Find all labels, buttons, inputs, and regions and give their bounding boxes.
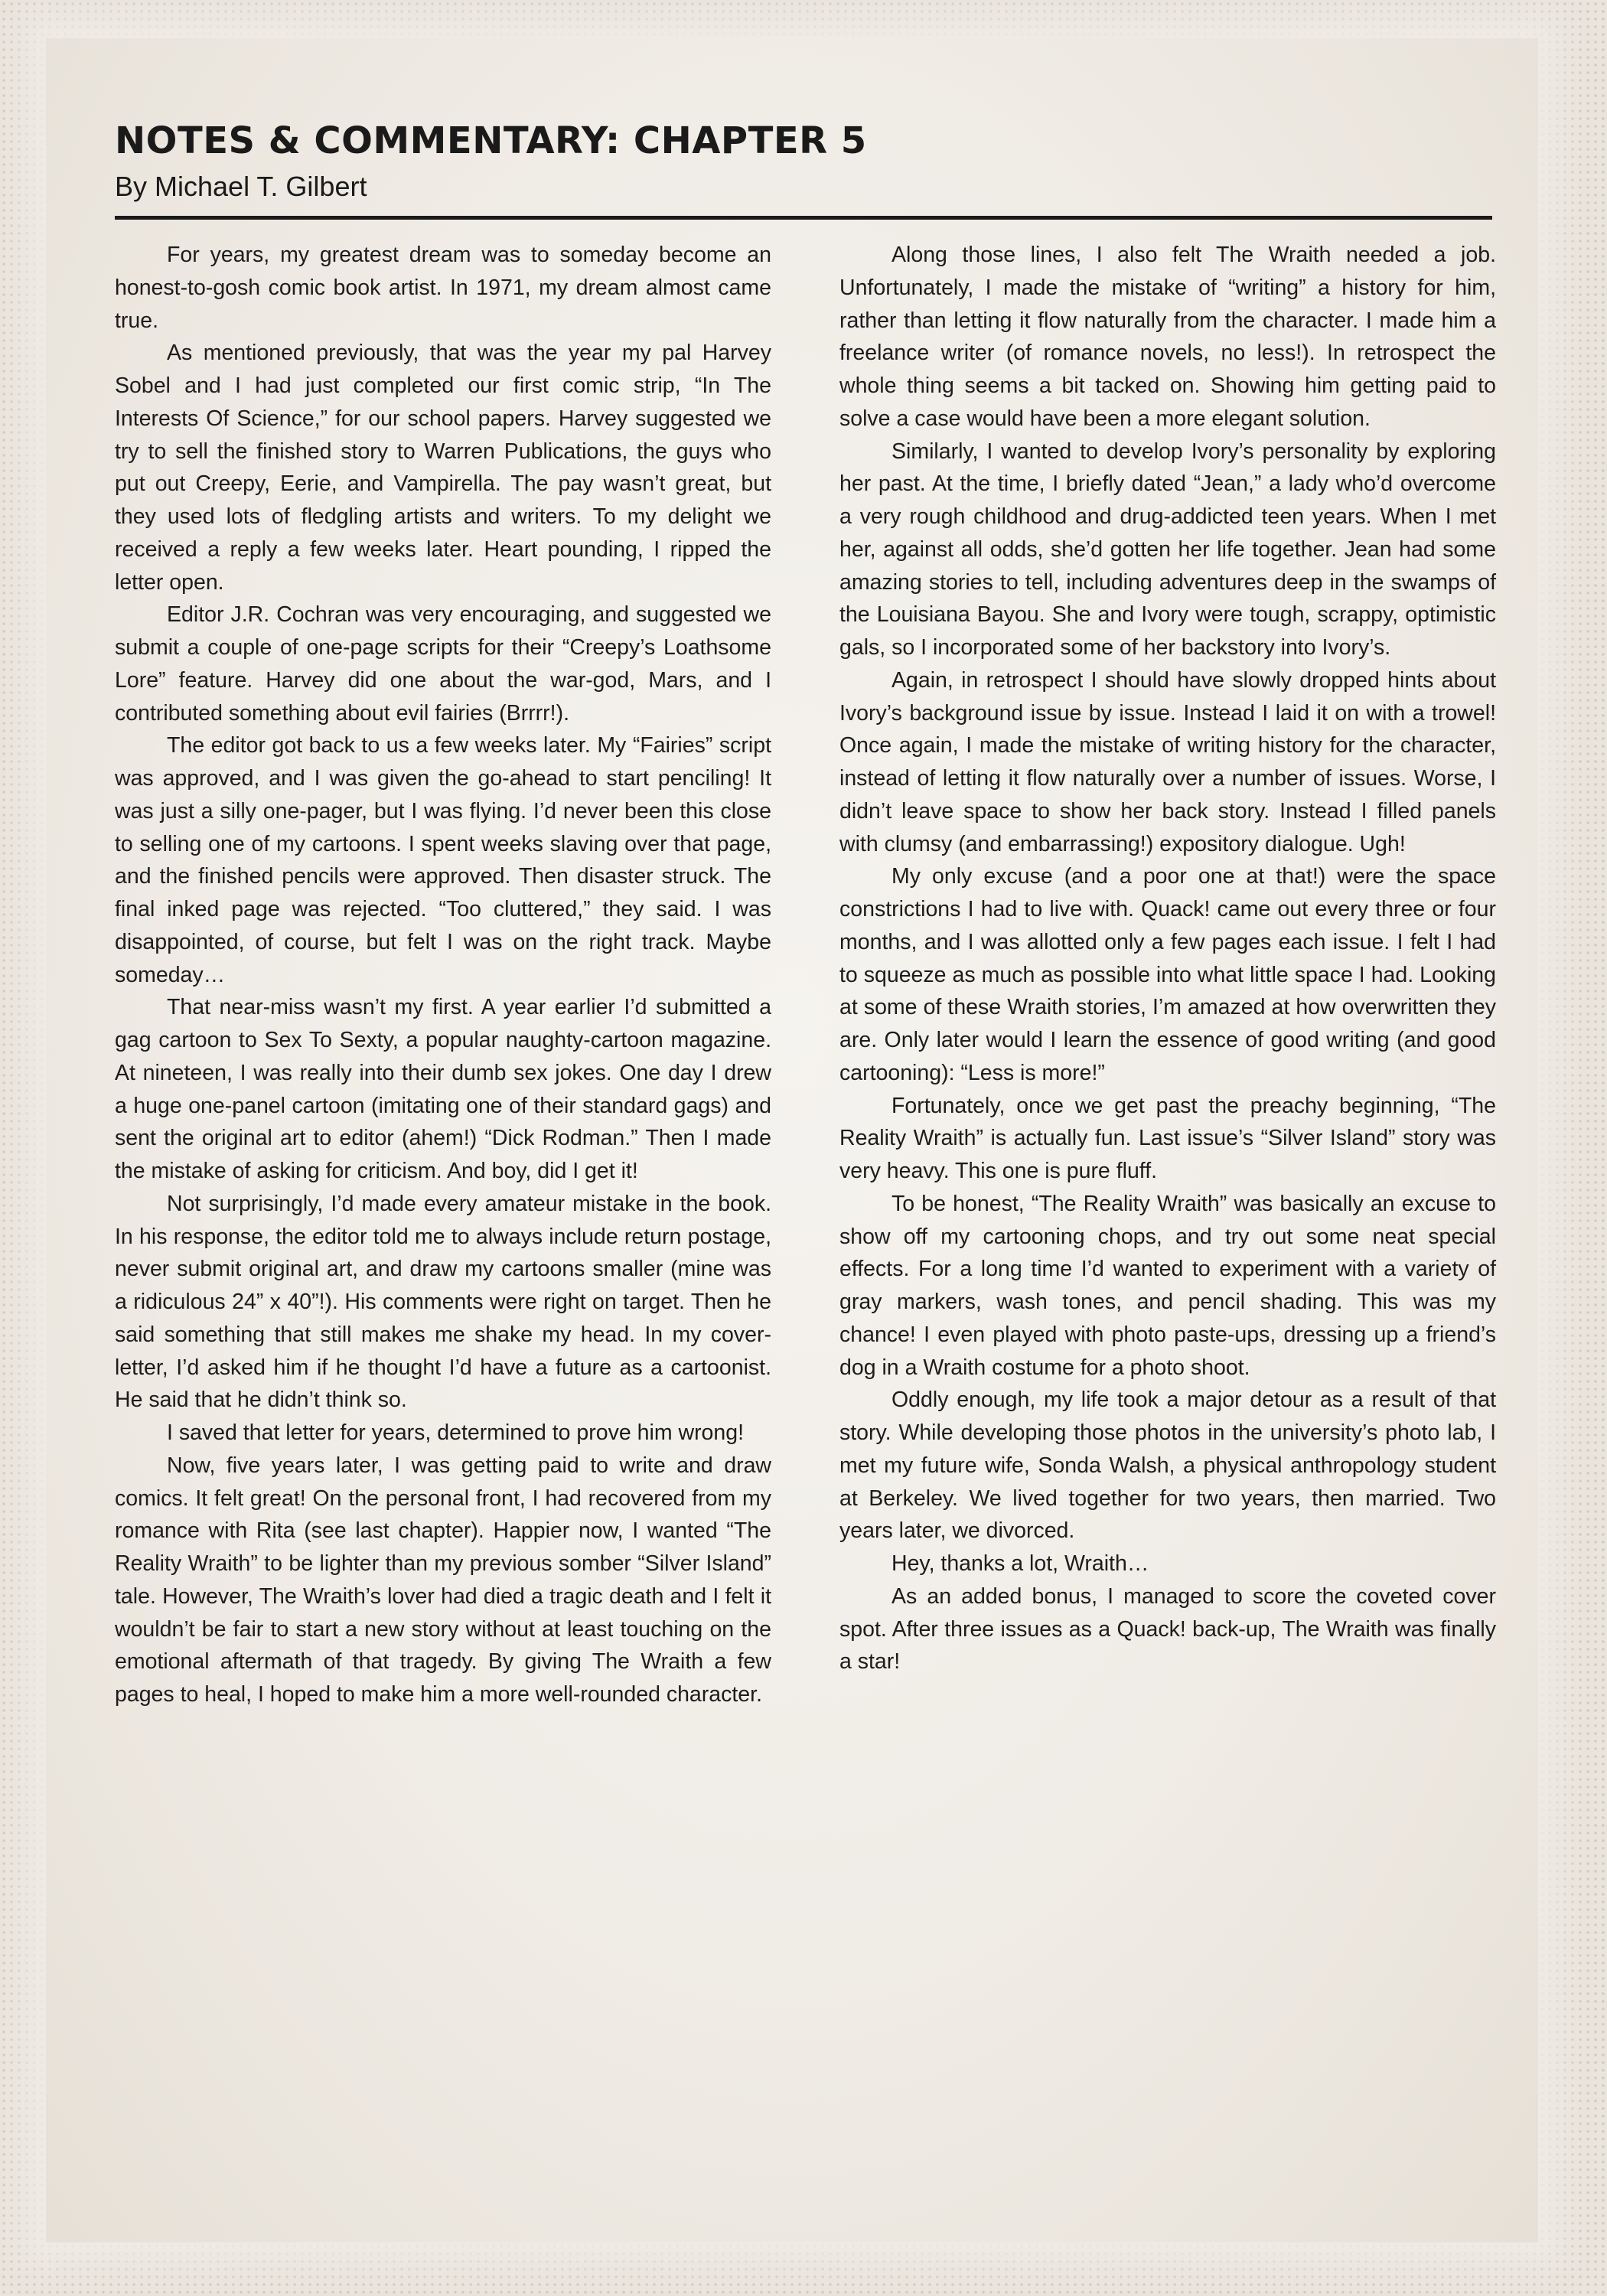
byline: By Michael T. Gilbert xyxy=(115,170,367,202)
paragraph: The editor got back to us a few weeks later. My “Fairies” script was approved, and I was given the go-ahead to start penciling! It was just a silly one-pager, but I was flying. I’d never been this close to selling one of my cartoons. I spent weeks slaving over that page, and the finished pencils were approved. Then disaster struck. The final inked page was rejected. “Too cluttered,” they said. I was disappointed, of course, but felt I was on the right track. Maybe someday… xyxy=(115,733,771,987)
header-divider xyxy=(115,216,1492,220)
right-column xyxy=(839,239,1496,1678)
paragraph: That near-miss wasn’t my first. A year earlier I’d submitted a gag cartoon to Sex To Sexty, a popular naughty-cartoon magazine. At nineteen, I was really into their dumb sex jokes. One day I drew a huge one-panel cartoon (imitating one of their standard gags) and sent the original art to editor (ahem!) “Dick Rodman.” Then I made the mistake of asking for criticism. And boy, did I get it! xyxy=(115,995,771,1183)
paragraph: Again, in retrospect I should have slowly dropped hints about Ivory’s background issue by issue. Instead I laid it on with a trowel! Once again, I made the mistake of writing history for the character, instead of letting it flow naturally over a number of issues. Worse, I didn’t leave space to show her back story. Instead I filled panels with clumsy (and embarrassing!) expository dialogue. Ugh! xyxy=(839,667,1496,856)
page-title: NOTES & COMMENTARY: CHAPTER 5 xyxy=(115,119,867,162)
paragraph: As mentioned previously, that was the year my pal Harvey Sobel and I had just completed our first comic strip, “In The Interests Of Science,” for our school papers. Harvey suggested we try to sell the finished story to Warren Publications, the guys who put out Creepy, Eerie, and Vampirella. The pay wasn’t great, but they used lots of fledgling artists and writers. To my delight we received a reply a few weeks later. Heart pounding, I ripped the letter open. xyxy=(115,341,771,595)
paragraph: Now, five years later, I was getting paid to write and draw comics. It felt great! On the personal front, I had recovered from my romance with Rita (see last chapter). Happier now, I wanted “The Reality Wraith” to be lighter than my previous somber “Silver Island” tale. However, The Wraith’s lover had died a tragic death and I felt it wouldn’t be fair to start a new story without at least touching on the emotional aftermath of that tragedy. By giving The Wraith a few pages to heal, I hoped to make him a more well-rounded character. xyxy=(115,1453,771,1707)
paragraph: My only excuse (and a poor one at that!) were the space constrictions I had to live with. Quack! came out every three or four months, and I was allotted only a few pages each issue. I felt I had to squeeze as much as possible into what little space I had. Looking at some of these Wraith stories, I’m amazed at how overwritten they are. Only later would I learn the essence of good writing (and good cartooning): “Less is more!” xyxy=(839,864,1496,1085)
left-column xyxy=(115,239,771,1711)
paragraph: I saved that letter for years, determined to prove him wrong! xyxy=(167,1420,745,1445)
paragraph: Along those lines, I also felt The Wraith needed a job. Unfortunately, I made the mistake of “writing” a history for him, rather than letting it flow naturally from the character. I made him a freelance writer (of romance novels, no less!). In retrospect the whole thing seems a bit tacked on. Showing him getting paid to solve a case would have been a more elegant solution. xyxy=(839,243,1496,431)
paragraph: Similarly, I wanted to develop Ivory’s personality by exploring her past. At the time, I briefly dated “Jean,” a lady who’d overcome a very rough childhood and drug-addicted teen years. When I met her, against all odds, she’d gotten her life together. Jean had some amazing stories to tell, including adventures deep in the swamps of the Louisiana Bayou. She and Ivory were tough, scrappy, optimistic gals, so I incorporated some of her backstory into Ivory’s. xyxy=(839,439,1496,660)
article-header xyxy=(115,121,1492,203)
paragraph: Fortunately, once we get past the preachy beginning, “The Reality Wraith” is actually fun. Last issue’s “Silver Island” story was very heavy. This one is pure fluff. xyxy=(839,1093,1496,1183)
paragraph: Not surprisingly, I’d made every amateur mistake in the book. In his response, the editor told me to always include return postage, never submit original art, and draw my cartoons smaller (mine was a ridiculous 24” x 40”!). His comments were right on target. Then he said something that still makes me shake my head. In my cover-letter, I’d asked him if he thought I’d have a future as a cartoonist. He said that he didn’t think so. xyxy=(115,1191,771,1413)
paragraph: As an added bonus, I managed to score the coveted cover spot. After three issues as a Quack! back-up, The Wraith was finally a star! xyxy=(839,1583,1496,1675)
paragraph: Hey, thanks a lot, Wraith… xyxy=(892,1551,1149,1576)
paragraph: To be honest, “The Reality Wraith” was basically an excuse to show off my cartooning chops, and try out some neat special effects. For a long time I’d wanted to experiment with a variety of gray markers, wash tones, and pencil shading. This was my chance! I even played with photo paste-ups, dressing up a friend’s dog in a Wraith costume for a photo shoot. xyxy=(839,1191,1496,1380)
paragraph: For years, my greatest dream was to someday become an honest-to-gosh comic book artist. In 1971, my dream almost came true. xyxy=(115,243,771,333)
paragraph: Oddly enough, my life took a major detour as a result of that story. While developing those photos in the university’s photo lab, I met my future wife, Sonda Walsh, a physical anthropology student at Berkeley. We lived together for two years, then married. Two years later, we divorced. xyxy=(839,1388,1496,1544)
paragraph: Editor J.R. Cochran was very encouraging, and suggested we submit a couple of one-page scripts for their “Creepy’s Loathsome Lore” feature. Harvey did one about the war-god, Mars, and I contributed something about evil fairies (Brrrr!). xyxy=(115,602,771,726)
